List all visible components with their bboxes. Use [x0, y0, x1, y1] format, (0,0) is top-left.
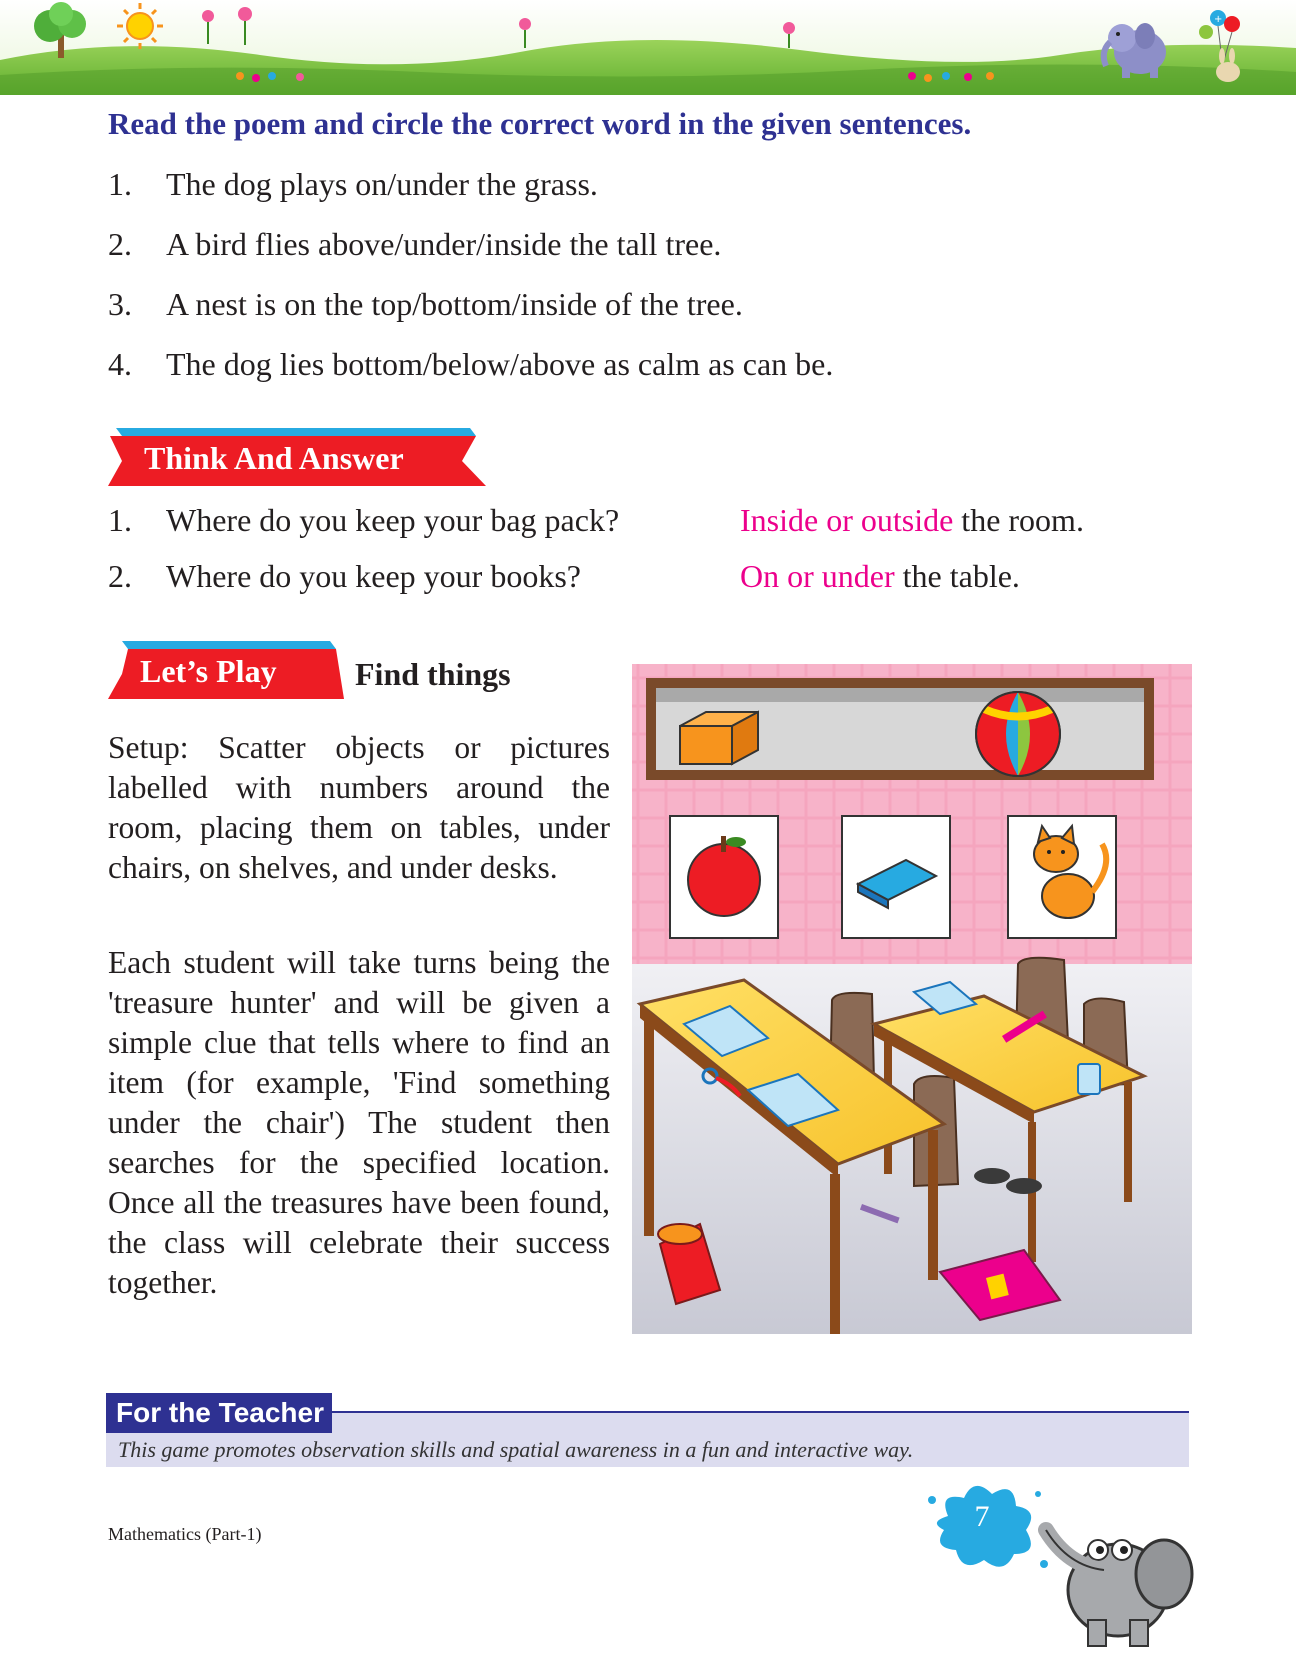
item-number: 3.: [108, 286, 132, 322]
answer-rest: the table.: [894, 558, 1020, 594]
cat-card: [1008, 816, 1116, 938]
box-icon: [680, 712, 758, 764]
lets-play-ribbon: [104, 641, 344, 701]
ball-icon: [976, 692, 1060, 776]
think-answer-ribbon: [104, 428, 486, 488]
item-number: 2.: [108, 226, 132, 262]
answer-highlight: Inside or outside: [740, 502, 954, 538]
exercise-item: [108, 346, 833, 383]
question-text: Where do you keep your books?: [166, 558, 581, 594]
item-number: 4.: [108, 346, 132, 382]
instructions-paragraph: Each student will take turns being the 'treasure hunter' and will be given a simple clue that tells where to find an item (for example, 'Find something under the chair') The student then searches for the specified location. Once all the treasures have been found, the class will celebrate their success together.: [108, 945, 610, 1300]
item-number: 2.: [108, 558, 132, 594]
answer-highlight: On or under: [740, 558, 895, 594]
item-number: 1.: [108, 166, 132, 202]
exercise-item: [108, 226, 721, 263]
think-item: [108, 502, 619, 539]
elephant-mascot-icon: [1046, 1530, 1192, 1646]
svg-text:+: +: [1214, 14, 1223, 25]
question-text: Where do you keep your bag pack?: [166, 502, 620, 538]
teacher-note-text: This game promotes observation skills and spatial awareness in a fun and interactive way.: [118, 1437, 914, 1462]
teacher-label: For the Teacher: [106, 1393, 332, 1433]
book-title-footer: Mathematics (Part-1): [108, 1524, 262, 1544]
think-item: [108, 558, 581, 595]
exercise-item: [108, 286, 743, 323]
book-card: [842, 816, 950, 938]
think-answer: [740, 502, 1084, 539]
page-mascot: [918, 1470, 1278, 1656]
lets-play-label: Let’s Play: [140, 653, 277, 689]
item-number: 1.: [108, 502, 132, 538]
activity-title: Find things: [355, 656, 511, 692]
glass-icon: [1078, 1064, 1100, 1094]
item-text: A nest is on the top/bottom/inside of the tree.: [166, 286, 743, 322]
setup-paragraph: Setup: Scatter objects or pictures labelled with numbers around the room, placing them on tables, under chairs, on shelves, and under desks.: [108, 730, 610, 885]
exercise-heading: Read the poem and circle the correct word in the given sentences.: [108, 106, 972, 141]
item-text: The dog plays on/under the grass.: [166, 166, 598, 202]
header-banner: [0, 0, 1296, 95]
exercise-item: [108, 166, 598, 203]
answer-rest: the room.: [953, 502, 1084, 538]
item-text: The dog lies bottom/below/above as calm as can be.: [166, 346, 834, 382]
apple-card: [670, 816, 778, 938]
classroom-illustration: [624, 664, 1200, 1364]
think-answer: [740, 558, 1020, 595]
item-text: A bird flies above/under/inside the tall tree.: [166, 226, 722, 262]
page-number: 7: [974, 1500, 990, 1533]
think-answer-label: Think And Answer: [144, 440, 404, 476]
